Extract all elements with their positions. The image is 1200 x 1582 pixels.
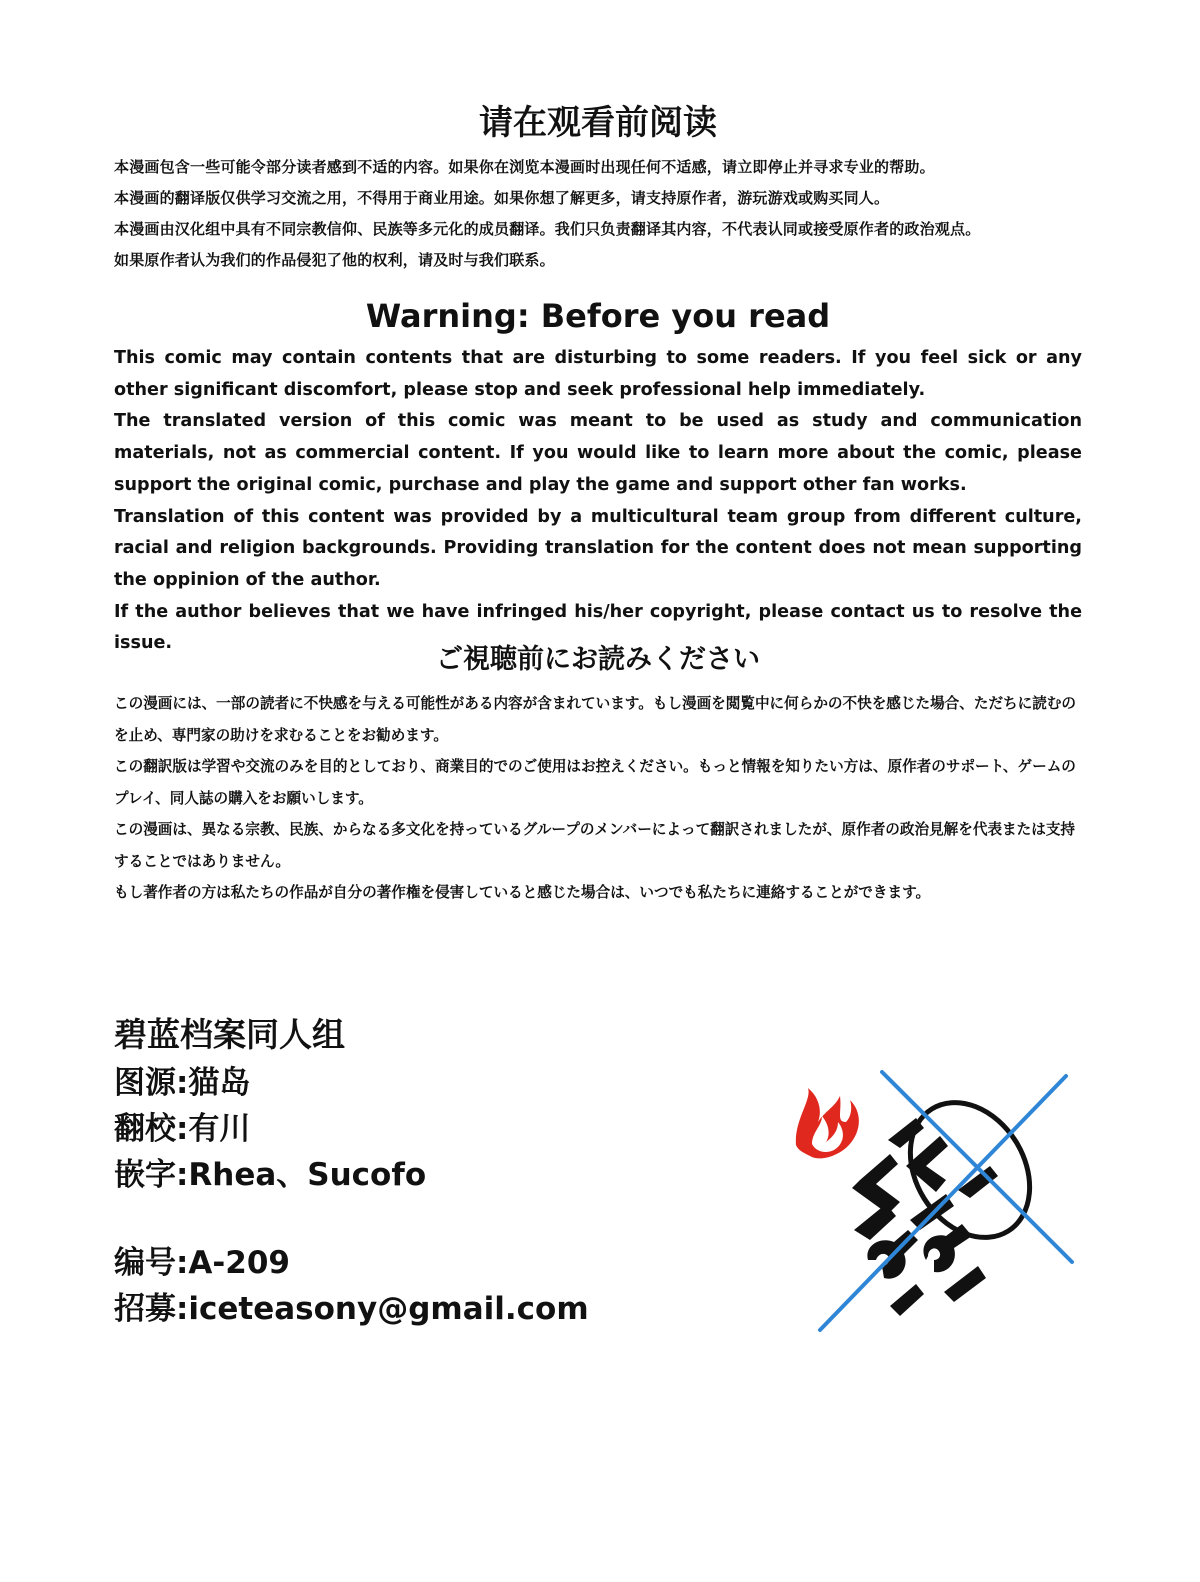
group-emblem-logo-icon xyxy=(790,1070,1080,1340)
english-heading: Warning: Before you read xyxy=(365,297,831,335)
chinese-paragraph-4: 如果原作者认为我们的作品侵犯了他的权利，请及时与我们联系。 xyxy=(114,251,555,269)
japanese-paragraph-4: もし著作者の方は私たちの作品が自分の著作権を侵害していると感じた場合は、いつでも私たちに連絡することができます。 xyxy=(114,884,931,901)
japanese-paragraph-3: この漫画は、異なる宗教、民族、からなる多文化を持っているグループのメンバーによって翻訳されましたが、原作者の政治見解を代表または支持することではありません。 xyxy=(114,821,1076,870)
english-paragraph-2: The translated version of this comic was meant to be used as study and communication materials, not as commercial content. If you would like to learn more about the comic, please support the original comic, purchase and play the game and support other fan works. xyxy=(114,411,1082,495)
wrench-glyph-icon xyxy=(852,1118,998,1316)
credit-recruit: 招募:iceteasony@gmail.com xyxy=(114,1291,589,1327)
japanese-heading: ご視聴前にお読みください xyxy=(436,644,760,675)
chinese-paragraph-2: 本漫画的翻译版仅供学习交流之用，不得用于商业用途。如果你想了解更多，请支持原作者，游玩游戏或购买同人。 xyxy=(114,189,890,207)
credit-source: 图源:猫岛 xyxy=(114,1065,251,1101)
chinese-notice xyxy=(114,100,1082,276)
chinese-heading: 请在观看前阅读 xyxy=(479,103,717,143)
credit-translate: 翻校:有川 xyxy=(114,1111,251,1147)
group-name: 碧蓝档案同人组 xyxy=(114,1015,345,1054)
credit-number: 编号:A-209 xyxy=(114,1245,290,1281)
english-notice xyxy=(114,294,1082,660)
credits-spacer xyxy=(114,1198,674,1240)
english-paragraph-4: If the author believes that we have infringed his/her copyright, please contact us to resolve the issue. xyxy=(114,601,1082,654)
english-paragraph-3: Translation of this content was provided by a multicultural team group from different culture, racial and religion backgrounds. Providing translation for the content does not mean supporting the oppinion of the author. xyxy=(114,506,1082,590)
english-paragraph-1: This comic may contain contents that are disturbing to some readers. If you feel sick or any other significant discomfort, please stop and seek professional help immediately. xyxy=(114,348,1082,400)
japanese-notice xyxy=(114,640,1082,909)
chinese-paragraph-3: 本漫画由汉化组中具有不同宗教信仰、民族等多元化的成员翻译。我们只负责翻译其内容，不代表认同或接受原作者的政治观点。 xyxy=(114,220,981,238)
credit-typeset: 嵌字:Rhea、Sucofo xyxy=(114,1157,427,1193)
credits-block xyxy=(114,1010,674,1332)
chinese-paragraph-1: 本漫画包含一些可能令部分读者感到不适的内容。如果你在浏览本漫画时出现任何不适感，请立即停止并寻求专业的帮助。 xyxy=(114,158,935,176)
flame-icon xyxy=(796,1088,859,1158)
japanese-paragraph-1: この漫画には、一部の読者に不快感を与える可能性がある内容が含まれています。もし漫画を閲覧中に何らかの不快を感じた場合、ただちに読むのを止め、専門家の助けを求むることをお勧めます。 xyxy=(114,695,1077,744)
japanese-paragraph-2: この翻訳版は学習や交流のみを目的としており、商業目的でのご使用はお控えください。もっと情報を知りたい方は、原作者のサポート、ゲームのプレイ、同人誌の購入をお願いします。 xyxy=(114,758,1076,807)
